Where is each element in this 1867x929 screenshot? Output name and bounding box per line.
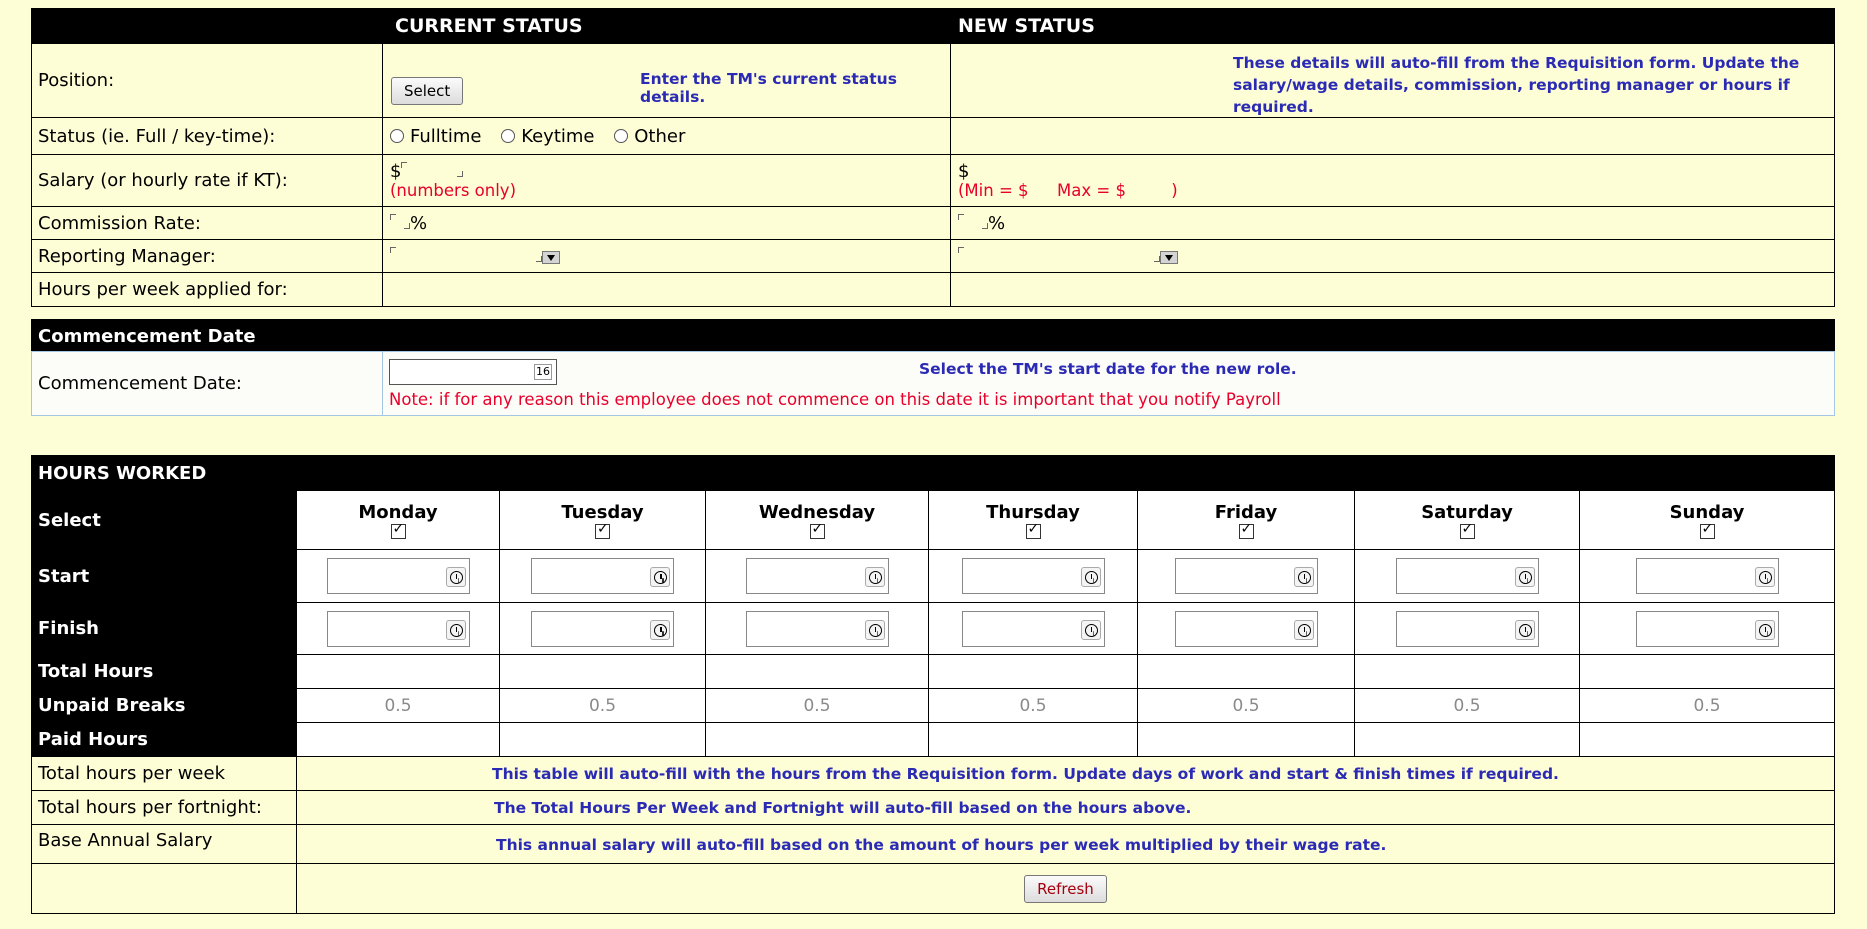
radio-other[interactable] [614, 129, 628, 143]
salary-current-input-corner [457, 171, 463, 177]
checkbox-thursday[interactable] [1026, 524, 1041, 539]
total-hours-row [32, 655, 1835, 689]
start-wednesday-cell [706, 550, 929, 603]
day-wednesday [706, 491, 929, 550]
percent-symbol: % [410, 212, 428, 234]
start-row [32, 550, 1835, 603]
finish-time-tuesday[interactable] [531, 611, 674, 647]
clock-icon[interactable] [1294, 567, 1314, 587]
clock-icon[interactable] [650, 620, 670, 640]
start-monday-cell [297, 550, 500, 603]
total-week-note: This table will auto-fill with the hours from the Requisition form. Update days of work and start & finish times if required. [492, 765, 1559, 783]
calendar-icon[interactable]: 16 [536, 365, 550, 378]
paid-hours-row [32, 723, 1835, 757]
clock-icon[interactable] [1081, 567, 1101, 587]
unpaid-break-value: 0.5 [706, 689, 929, 723]
salary-range-hint [958, 181, 1833, 200]
total-hours-cell [706, 655, 929, 689]
clock-icon[interactable] [1081, 620, 1101, 640]
paid-hours-cell [500, 723, 706, 757]
unpaid-break-value: 0.5 [1580, 689, 1835, 723]
header-blank [32, 9, 383, 44]
finish-monday-cell [297, 603, 500, 655]
total-fortnight-row [32, 791, 1835, 825]
refresh-row-blank [32, 864, 297, 914]
total-fortnight-label: Total hours per fortnight: [32, 791, 297, 825]
unpaid-break-value: 0.5 [1138, 689, 1355, 723]
base-salary-note: This annual salary will auto-fill based on the amount of hours per week multiplied by their wage rate. [496, 835, 1387, 854]
commencement-row [32, 352, 1835, 416]
start-tuesday-cell [500, 550, 706, 603]
commencement-cell [383, 352, 1835, 416]
total-hours-label: Total Hours [32, 655, 297, 689]
start-time-saturday[interactable] [1396, 558, 1539, 594]
manager-new-dropdown[interactable] [958, 247, 964, 253]
day-thursday-label: Thursday [986, 501, 1080, 523]
manager-current-dropdown[interactable] [390, 247, 396, 253]
unpaid-breaks-label: Unpaid Breaks [32, 689, 297, 723]
position-new-cell [951, 44, 1835, 118]
finish-tuesday-cell [500, 603, 706, 655]
clock-icon[interactable] [446, 620, 466, 640]
day-thursday [929, 491, 1138, 550]
new-status-note-line2: salary/wage details, commission, reporting manager or hours if required. [1233, 76, 1790, 116]
current-status-note: Enter the TM's current status details. [640, 70, 897, 106]
paid-hours-cell [1580, 723, 1835, 757]
start-friday-cell [1138, 550, 1355, 603]
manager-row [32, 240, 1835, 273]
finish-friday-cell [1138, 603, 1355, 655]
commencement-section-title: Commencement Date [31, 319, 1835, 351]
base-salary-row [32, 825, 1835, 864]
percent-symbol-new: % [988, 212, 1006, 234]
status-header-row [32, 9, 1835, 44]
range-close: ) [1171, 180, 1178, 200]
finish-row [32, 603, 1835, 655]
paid-hours-cell [1355, 723, 1580, 757]
status-row [32, 118, 1835, 155]
finish-time-wednesday[interactable] [746, 611, 889, 647]
total-hours-cell [1138, 655, 1355, 689]
paid-hours-cell [297, 723, 500, 757]
clock-icon[interactable] [1515, 567, 1535, 587]
clock-icon[interactable] [865, 620, 885, 640]
chevron-down-icon[interactable] [1160, 251, 1178, 264]
position-label: Position: [32, 44, 383, 118]
new-status-note-line1: These details will auto-fill from the Requisition form. Update the [1233, 54, 1800, 72]
total-fortnight-cell [297, 791, 1835, 825]
new-status-note [1233, 52, 1834, 118]
total-week-label: Total hours per week [32, 757, 297, 791]
clock-icon[interactable] [865, 567, 885, 587]
day-tuesday [500, 491, 706, 550]
start-sunday-cell [1580, 550, 1835, 603]
finish-time-thursday[interactable] [962, 611, 1105, 647]
commencement-warning: Note: if for any reason this employee does not commence on this date it is important that you notify Payroll [389, 390, 1281, 409]
unpaid-break-value: 0.5 [297, 689, 500, 723]
total-week-cell [297, 757, 1835, 791]
total-fortnight-note: The Total Hours Per Week and Fortnight will auto-fill based on the hours above. [494, 799, 1192, 817]
clock-icon[interactable] [1755, 620, 1775, 640]
hours-table [31, 455, 1835, 914]
status-radio-group [383, 118, 951, 155]
currency-symbol-new: $ [958, 160, 970, 182]
commencement-table [31, 351, 1835, 416]
checkbox-tuesday[interactable] [595, 524, 610, 539]
total-hours-cell [500, 655, 706, 689]
day-monday-label: Monday [358, 501, 438, 523]
unpaid-breaks-row [32, 689, 1835, 723]
day-saturday-label: Saturday [1421, 501, 1513, 523]
commission-row [32, 207, 1835, 240]
start-saturday-cell [1355, 550, 1580, 603]
clock-icon[interactable] [1515, 620, 1535, 640]
finish-time-monday[interactable] [327, 611, 470, 647]
unpaid-break-value: 0.5 [500, 689, 706, 723]
day-friday-label: Friday [1214, 501, 1278, 523]
radio-fulltime[interactable] [390, 129, 404, 143]
radio-keytime[interactable] [501, 129, 515, 143]
chevron-down-icon[interactable] [542, 251, 560, 264]
header-new-status: NEW STATUS [951, 9, 1835, 44]
commission-new-input[interactable] [958, 214, 964, 220]
paid-hours-label: Paid Hours [32, 723, 297, 757]
finish-sunday-cell [1580, 603, 1835, 655]
day-tuesday-label: Tuesday [561, 501, 644, 523]
commencement-date-input[interactable] [389, 359, 557, 385]
position-row [32, 44, 1835, 118]
start-time-monday[interactable] [327, 558, 470, 594]
base-salary-cell [297, 825, 1835, 864]
paid-hours-cell [1138, 723, 1355, 757]
refresh-cell [297, 864, 1835, 914]
hours-applied-new-cell [951, 273, 1835, 307]
commencement-note: Select the TM's start date for the new role. [919, 360, 1297, 378]
salary-label: Salary (or hourly rate if KT): [32, 155, 383, 207]
day-sunday [1580, 491, 1835, 550]
finish-time-friday[interactable] [1175, 611, 1318, 647]
commission-new-cell [951, 207, 1835, 240]
start-time-friday[interactable] [1175, 558, 1318, 594]
status-label: Status (ie. Full / key-time): [32, 118, 383, 155]
start-time-wednesday[interactable] [746, 558, 889, 594]
total-hours-cell [297, 655, 500, 689]
min-label: (Min = $ [958, 180, 1029, 200]
finish-saturday-cell [1355, 603, 1580, 655]
paid-hours-cell [706, 723, 929, 757]
manager-current-cell [383, 240, 951, 273]
unpaid-break-value: 0.5 [929, 689, 1138, 723]
salary-current-cell [383, 155, 951, 207]
select-row [32, 491, 1835, 550]
finish-wednesday-cell [706, 603, 929, 655]
checkbox-sunday[interactable] [1700, 524, 1715, 539]
checkbox-saturday[interactable] [1460, 524, 1475, 539]
commission-current-cell [383, 207, 951, 240]
position-current-cell [383, 44, 951, 118]
total-hours-cell [1355, 655, 1580, 689]
checkbox-friday[interactable] [1239, 524, 1254, 539]
select-row-label: Select [32, 491, 297, 550]
hours-header-row [32, 456, 1835, 491]
commission-label: Commission Rate: [32, 207, 383, 240]
numbers-only-hint: (numbers only) [390, 180, 517, 200]
salary-new-cell [951, 155, 1835, 207]
hours-section-title: HOURS WORKED [32, 456, 1835, 491]
radio-other-label: Other [634, 125, 686, 147]
day-sunday-label: Sunday [1669, 501, 1745, 523]
status-table [31, 8, 1835, 307]
refresh-button[interactable]: Refresh [1024, 875, 1107, 903]
clock-icon[interactable] [1294, 620, 1314, 640]
day-saturday [1355, 491, 1580, 550]
header-current-status: CURRENT STATUS [383, 9, 951, 44]
finish-time-saturday[interactable] [1396, 611, 1539, 647]
clock-icon[interactable] [650, 567, 670, 587]
start-time-tuesday[interactable] [531, 558, 674, 594]
start-time-sunday[interactable] [1636, 558, 1779, 594]
day-monday [297, 491, 500, 550]
base-salary-label: Base Annual Salary [32, 825, 297, 864]
total-hours-cell [929, 655, 1138, 689]
clock-icon[interactable] [446, 567, 466, 587]
clock-icon[interactable] [1755, 567, 1775, 587]
checkbox-wednesday[interactable] [810, 524, 825, 539]
salary-row [32, 155, 1835, 207]
commencement-label: Commencement Date: [32, 352, 383, 416]
radio-fulltime-label: Fulltime [410, 125, 482, 147]
start-time-thursday[interactable] [962, 558, 1105, 594]
total-hours-cell [1580, 655, 1835, 689]
unpaid-break-value: 0.5 [1355, 689, 1580, 723]
checkbox-monday[interactable] [391, 524, 406, 539]
select-position-button[interactable]: Select [391, 77, 463, 105]
max-label: Max = $ [1057, 180, 1126, 200]
finish-time-sunday[interactable] [1636, 611, 1779, 647]
refresh-row [32, 864, 1835, 914]
paid-hours-cell [929, 723, 1138, 757]
currency-symbol: $ [390, 160, 402, 182]
manager-new-cell [951, 240, 1835, 273]
day-friday [1138, 491, 1355, 550]
hours-applied-label: Hours per week applied for: [32, 273, 383, 307]
start-row-label: Start [32, 550, 297, 603]
hours-applied-row [32, 273, 1835, 307]
total-week-row [32, 757, 1835, 791]
day-wednesday-label: Wednesday [758, 501, 876, 523]
finish-row-label: Finish [32, 603, 297, 655]
salary-current-input[interactable] [401, 162, 407, 168]
finish-thursday-cell [929, 603, 1138, 655]
commission-current-input[interactable] [390, 214, 396, 220]
manager-label: Reporting Manager: [32, 240, 383, 273]
status-new-cell [951, 118, 1835, 155]
hours-applied-current-cell [383, 273, 951, 307]
start-thursday-cell [929, 550, 1138, 603]
radio-keytime-label: Keytime [521, 125, 595, 147]
